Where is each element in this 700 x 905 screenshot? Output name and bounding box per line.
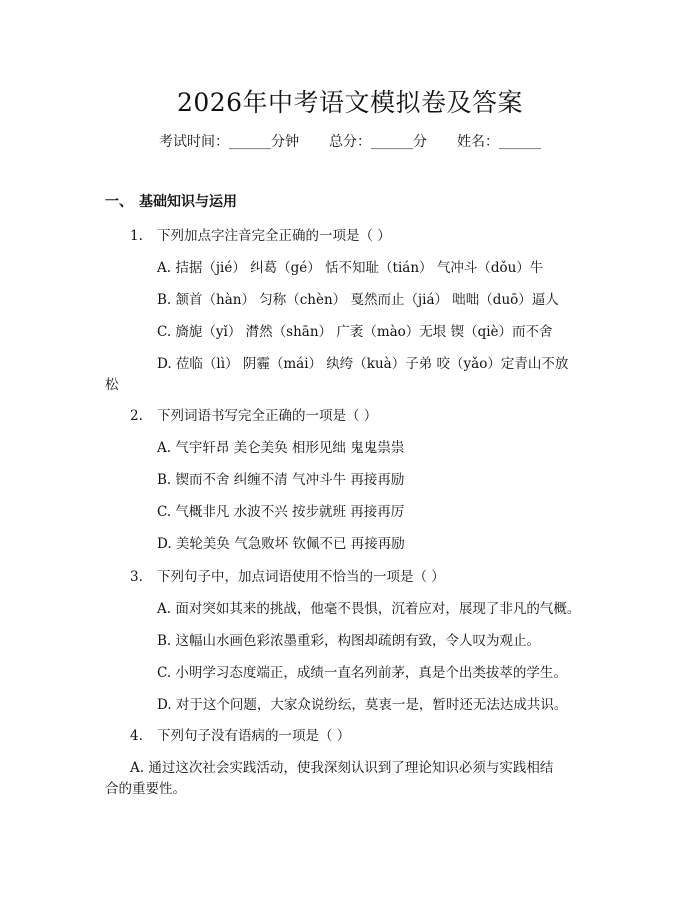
question-1	[130, 224, 391, 244]
question-text: 下列句子没有语病的一项是（ ）	[157, 728, 351, 744]
section-number: 一、	[105, 194, 133, 210]
option-1b: B. 颔首（hàn） 匀称（chèn） 戛然而止（jiá） 咄咄（duō）逼人	[157, 292, 559, 308]
name-field: 姓名：______	[457, 134, 541, 150]
score-field: 总分：______分	[329, 134, 427, 150]
option-3c: C. 小明学习态度端正，成绩一直名列前茅，真是个出类拔萃的学生。	[157, 665, 567, 681]
option-1a: A. 拮据（jié） 纠葛（gé） 恬不知耻（tián） 气冲斗（dǒu）牛	[157, 260, 544, 276]
question-text: 下列加点字注音完全正确的一项是（ ）	[157, 228, 391, 244]
option-3a: A. 面对突如其来的挑战，他毫不畏惧，沉着应对，展现了非凡的气概。	[157, 601, 581, 617]
section-heading	[105, 191, 237, 211]
option-2b: B. 锲而不舍 纠缠不清 气冲斗牛 再接再励	[157, 472, 405, 488]
option-3d: D. 对于这个问题，大家众说纷纭，莫衷一是，暂时还无法达成共识。	[157, 697, 568, 713]
question-text: 下列词语书写完全正确的一项是（ ）	[157, 408, 378, 424]
option-4a: A. 通过这次社会实践活动，使我深刻认识到了理论知识必须与实践相结	[130, 760, 554, 776]
question-number: 4.	[130, 728, 143, 744]
section-label: 基础知识与运用	[139, 194, 237, 210]
exam-meta	[0, 131, 700, 151]
question-3	[130, 565, 445, 585]
question-text: 下列句子中，加点词语使用不恰当的一项是（ ）	[157, 569, 445, 585]
option-2d: D. 美轮美奂 气急败坏 钦佩不已 再接再励	[157, 536, 405, 552]
question-number: 3.	[130, 569, 143, 585]
option-1d-wrap: 松	[105, 377, 119, 393]
option-4a-wrap: 合的重要性。	[105, 781, 186, 797]
option-2c: C. 气概非凡 水波不兴 按步就班 再接再厉	[157, 504, 405, 520]
option-1d: D. 莅临（lì） 阴霾（mái） 纨绔（kuà）子弟 咬（yǎo）定青山不放	[157, 356, 569, 372]
question-4	[130, 724, 350, 744]
page-title: 2026年中考语文模拟卷及答案	[176, 88, 524, 117]
option-1c: C. 旖旎（yǐ） 潸然（shān） 广袤（mào）无垠 锲（qiè）而不舍	[157, 324, 553, 340]
question-2	[130, 404, 377, 424]
question-number: 2.	[130, 408, 143, 424]
time-field: 考试时间：______分钟	[159, 134, 299, 150]
option-2a: A. 气宇轩昂 美仑美奂 相形见绌 鬼鬼祟祟	[157, 440, 405, 456]
option-3b: B. 这幅山水画色彩浓墨重彩，构图却疏朗有致，令人叹为观止。	[157, 633, 541, 649]
question-number: 1.	[130, 228, 143, 244]
